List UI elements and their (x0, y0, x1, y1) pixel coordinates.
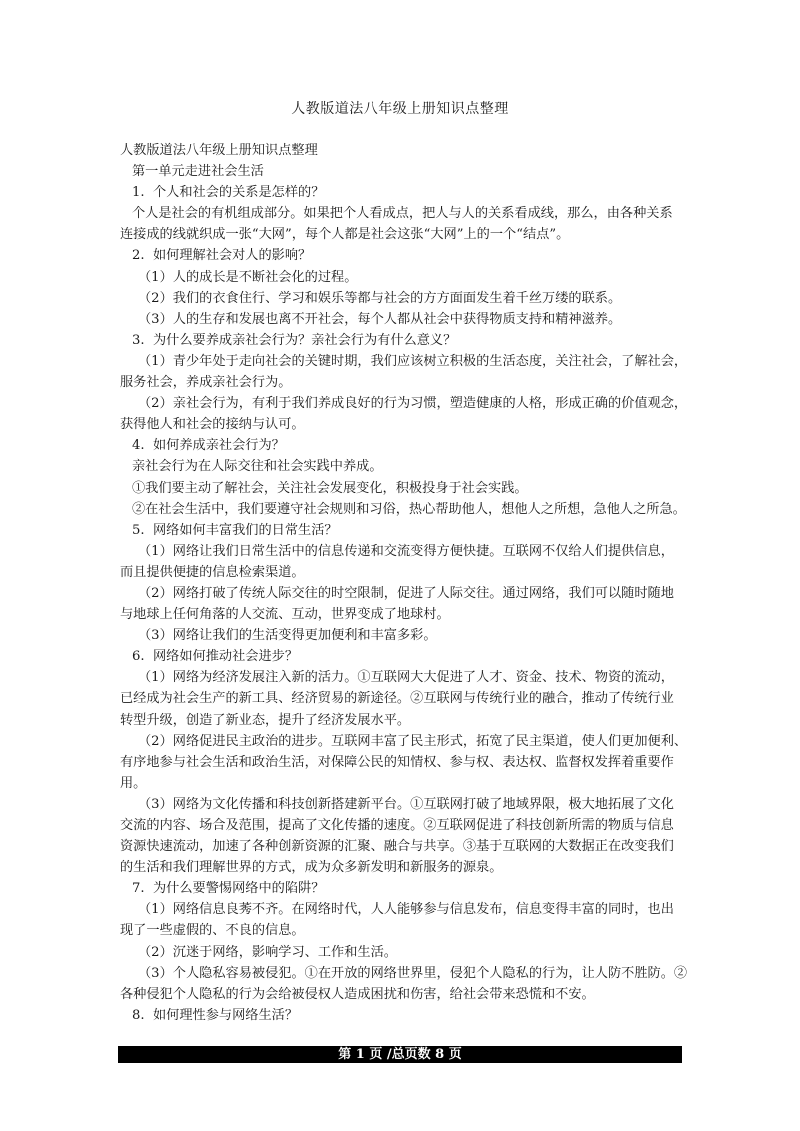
text-line: 有序地参与社会生活和政治生活，对保障公民的知情权、参与权、表达权、监督权发挥着重要作 (120, 754, 674, 770)
text-line: 获得他人和社会的接纳与认可。 (120, 417, 305, 433)
text-line: 的生活和我们理解世界的方式，成为众多新发明和新服务的源泉。 (120, 860, 503, 876)
text-line: （1）网络让我们日常生活中的信息传递和交流变得方便快捷。互联网不仅给人们提供信息， (138, 543, 674, 559)
text-line: 6. 网络如何推动社会进步？ (132, 649, 299, 665)
text-line: 个人是社会的有机组成部分。如果把个人看成点，把人与人的关系看成线，那么，由各种关系 (132, 206, 673, 222)
text-line: 3. 为什么要养成亲社会行为？亲社会行为有什么意义？ (132, 332, 457, 348)
text-line: 人教版道法八年级上册知识点整理 (120, 143, 318, 158)
text-line: 1. 个人和社会的关系是怎样的？ (132, 185, 325, 201)
text-line: （3）网络让我们的生活变得更加便利和丰富多彩。 (138, 628, 437, 644)
text-line: 与地球上任何角落的人交流、互动，世界变成了地球村。 (120, 607, 450, 623)
text-line: （1）网络为经济发展注入新的活力。①互联网大大促进了人才、资金、技术、物资的流动， (138, 670, 674, 686)
document-body (118, 140, 688, 1026)
text-line: 已经成为社会生产的新工具、经济贸易的新途径。②互联网与传统行业的融合，推动了传统行业 (120, 691, 674, 707)
text-line: （2）亲社会行为，有利于我们养成良好的行为习惯，塑造健康的人格，形成正确的价值观念， (138, 396, 688, 412)
text-line: （2）沉迷于网络，影响学习、工作和生活。 (138, 944, 397, 960)
text-line: （1）网络信息良莠不齐。在网络时代，人人能够参与信息发布，信息变得丰富的同时，也出 (138, 902, 674, 918)
text-line: 5. 网络如何丰富我们的日常生活？ (132, 522, 338, 538)
text-line: 各种侵犯个人隐私的行为会给被侵权人造成困扰和伤害，给社会带来恐慌和不安。 (120, 986, 595, 1002)
text-line: （2）网络打破了传统人际交往的时空限制，促进了人际交往。通过网络，我们可以随时随地 (138, 585, 674, 601)
text-line: （1）人的成长是不断社会化的过程。 (138, 269, 358, 285)
text-line: 8. 如何理性参与网络生活？ (132, 1007, 299, 1023)
text-line: 交流的内容、场合及范围，提高了文化传播的速度。②互联网促进了科技创新所需的物质与信息 (120, 818, 674, 833)
text-line: 亲社会行为在人际交往和社会实践中养成。 (132, 459, 383, 475)
text-line: （2）我们的衣食住行、学习和娱乐等都与社会的方方面面发生着千丝万缕的联系。 (138, 290, 622, 306)
text-line: 用。 (120, 775, 147, 791)
text-line: 4. 如何养成亲社会行为？ (132, 438, 285, 454)
text-line: 而且提供便捷的信息检索渠道。 (120, 564, 305, 580)
text-line: ②在社会生活中，我们要遵守社会规则和习俗，热心帮助他人，想他人之所想，急他人之所急。 (132, 501, 686, 517)
text-line: 现了一些虚假的、不良的信息。 (120, 923, 305, 939)
text-line: 连接成的线就织成一张“大网”，每个人都是社会这张“大网”上的一个“结点”。 (120, 227, 570, 243)
text-line: ①我们要主动了解社会，关注社会发展变化，积极投身于社会实践。 (132, 480, 528, 496)
text-line: 第一单元走进社会生活 (132, 164, 264, 180)
text-line: （1）青少年处于走向社会的关键时期，我们应该树立积极的生活态度，关注社会，了解社会， (138, 353, 688, 369)
text-line: 服务社会，养成亲社会行为。 (120, 375, 292, 391)
text-line: 资源快速流动，加速了各种创新资源的汇聚、融合与共享。③基于互联网的大数据正在改变我们 (120, 839, 674, 855)
text-line: （3）网络为文化传播和科技创新搭建新平台。①互联网打破了地域界限，极大地拓展了文化 (138, 796, 674, 812)
text-line: （3）人的生存和发展也离不开社会，每个人都从社会中获得物质支持和精神滋养。 (138, 311, 622, 327)
page-title: 人教版道法八年级上册知识点整理 (291, 101, 509, 117)
text-line: （2）网络促进民主政治的进步。互联网丰富了民主形式，拓宽了民主渠道，使人们更加便利、 (138, 733, 688, 749)
text-line: 7. 为什么要警惕网络中的陷阱？ (132, 881, 325, 897)
text-line: 2. 如何理解社会对人的影响？ (132, 248, 312, 264)
text-line: 转型升级，创造了新业态，提升了经济发展水平。 (120, 712, 411, 728)
text-line: （3）个人隐私容易被侵犯。①在开放的网络世界里，侵犯个人隐私的行为，让人防不胜防。② (138, 965, 688, 981)
page-footer: 第 1 页 /总页数 8 页 (118, 1046, 682, 1063)
